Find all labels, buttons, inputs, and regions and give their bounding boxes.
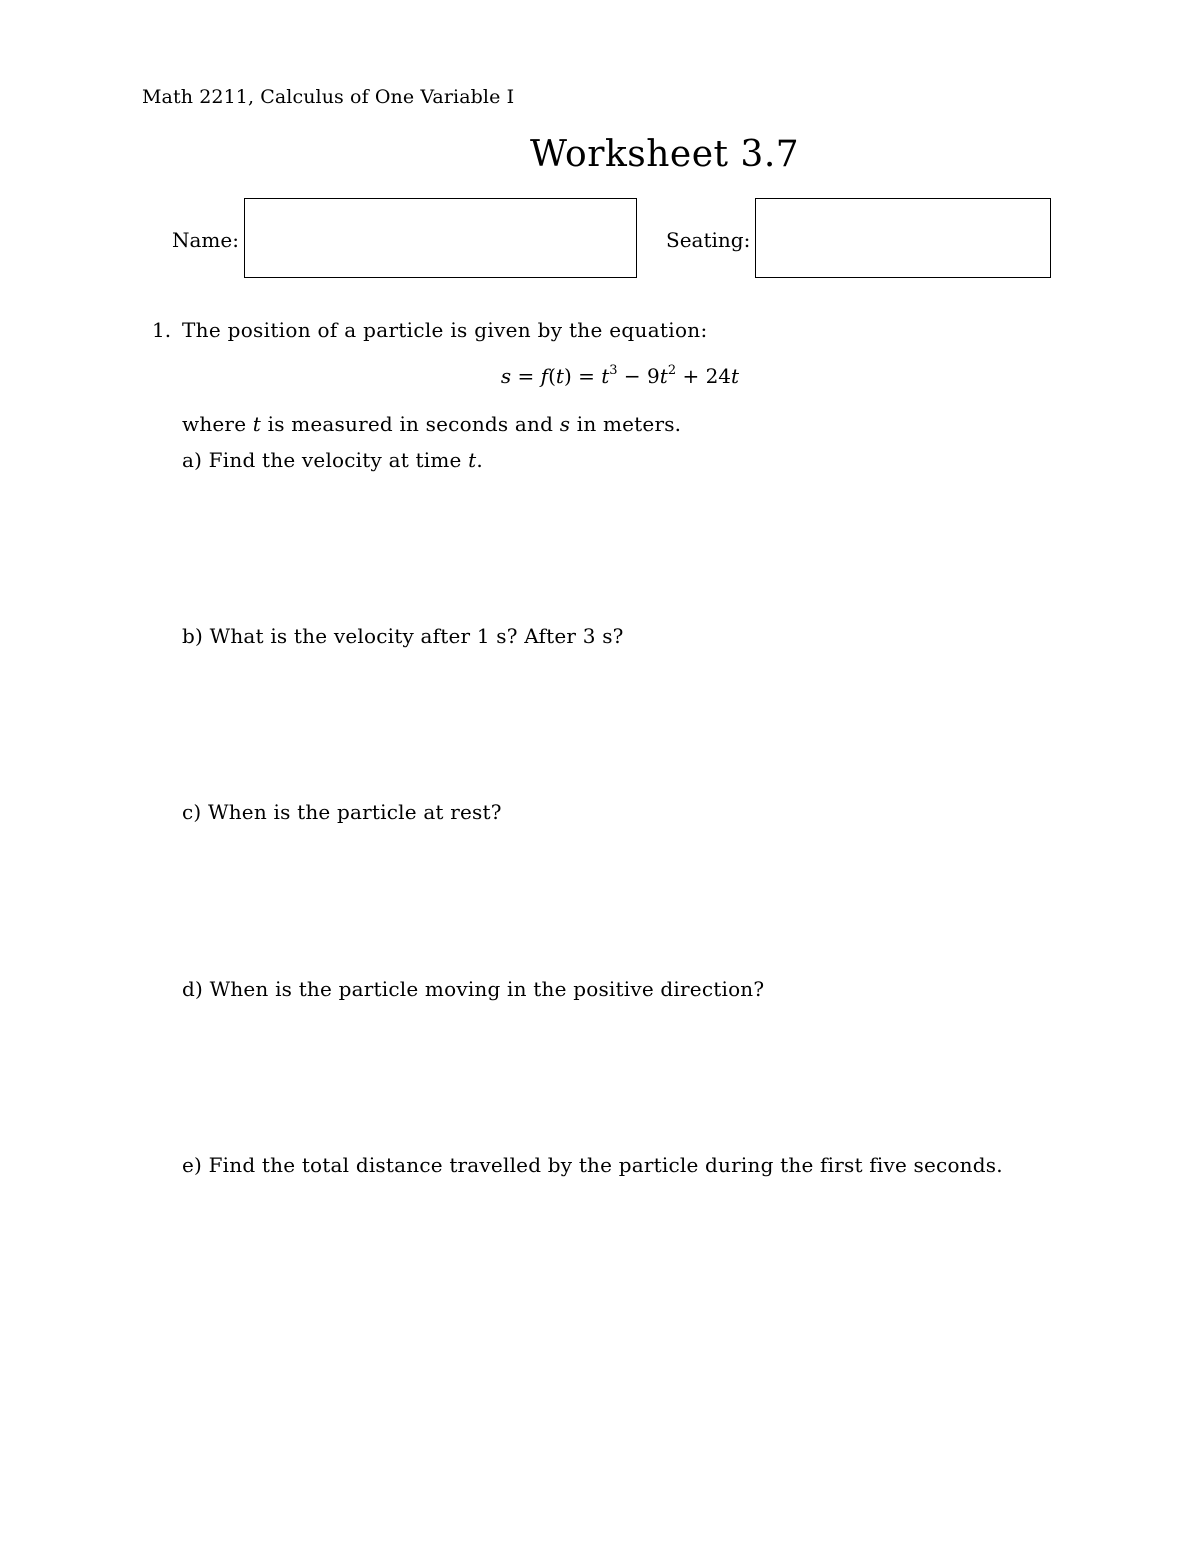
part-d: d) When is the particle moving in the positive direction? — [182, 977, 765, 1001]
seating-field[interactable] — [755, 198, 1051, 278]
part-b: b) What is the velocity after 1 s? After 3 s? — [182, 624, 624, 648]
seating-label: Seating: — [666, 228, 751, 252]
question-number: 1. — [152, 318, 172, 342]
part-e: e) Find the total distance travelled by the particle during the first five seconds. — [182, 1153, 1003, 1177]
eq-var-s: s — [500, 364, 512, 388]
worksheet-title: Worksheet 3.7 — [530, 134, 800, 175]
units-sentence: where t is measured in seconds and s in meters. — [182, 412, 682, 436]
name-field[interactable] — [244, 198, 637, 278]
part-a: a) Find the velocity at time t. — [182, 448, 483, 472]
course-title: Math 2211, Calculus of One Variable I — [142, 86, 515, 108]
name-label: Name: — [172, 228, 239, 252]
part-c: c) When is the particle at rest? — [182, 800, 502, 824]
position-equation: $s = f(t) = t^3 - 9t^2 + 24t$ — [500, 363, 740, 388]
question-intro: The position of a particle is given by the equation: — [182, 318, 708, 342]
